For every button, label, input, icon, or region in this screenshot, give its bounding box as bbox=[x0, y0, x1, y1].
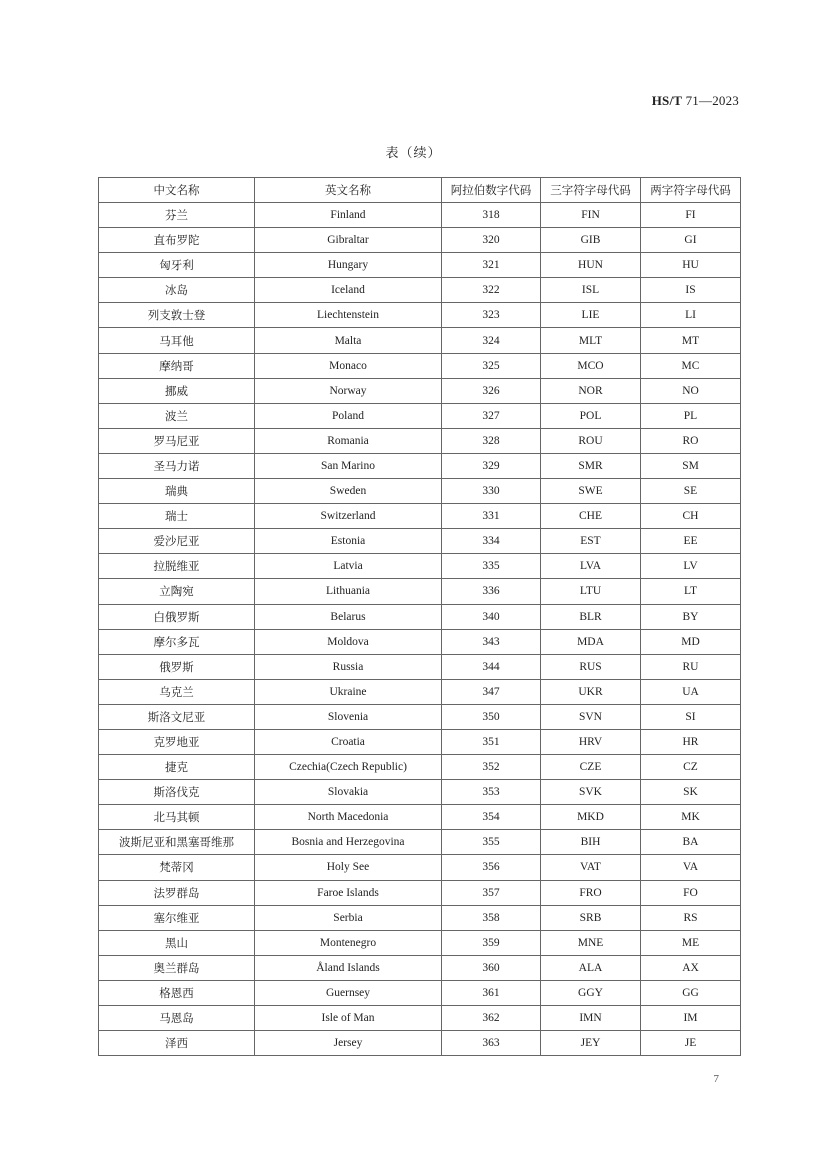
numeric-code-cell: 358 bbox=[442, 905, 541, 930]
english-name-cell: Gibraltar bbox=[255, 228, 442, 253]
table-row bbox=[99, 253, 741, 278]
english-name-cell: Serbia bbox=[255, 905, 442, 930]
numeric-code-cell: 326 bbox=[442, 378, 541, 403]
alpha3-code-cell: FIN bbox=[541, 203, 641, 228]
alpha3-code-cell: MNE bbox=[541, 930, 641, 955]
numeric-code-cell: 360 bbox=[442, 955, 541, 980]
chinese-name-cell: 乌克兰 bbox=[99, 679, 255, 704]
chinese-name-cell: 斯洛文尼亚 bbox=[99, 704, 255, 729]
numeric-code-cell: 353 bbox=[442, 780, 541, 805]
table-title: 表（续） bbox=[385, 146, 442, 161]
alpha3-code-cell: MLT bbox=[541, 328, 641, 353]
numeric-code-cell: 318 bbox=[442, 203, 541, 228]
table-row bbox=[99, 403, 741, 428]
table-row bbox=[99, 303, 741, 328]
column-header-alpha3-code: 三字符字母代码 bbox=[541, 178, 641, 203]
numeric-code-cell: 321 bbox=[442, 253, 541, 278]
numeric-code-cell: 352 bbox=[442, 755, 541, 780]
english-name-cell: Lithuania bbox=[255, 579, 442, 604]
alpha2-code-cell: IS bbox=[641, 278, 741, 303]
table-row bbox=[99, 1031, 741, 1056]
table-row bbox=[99, 479, 741, 504]
table-row bbox=[99, 378, 741, 403]
table-row bbox=[99, 554, 741, 579]
numeric-code-cell: 320 bbox=[442, 228, 541, 253]
chinese-name-cell: 圣马力诺 bbox=[99, 453, 255, 478]
numeric-code-cell: 340 bbox=[442, 604, 541, 629]
alpha3-code-cell: SRB bbox=[541, 905, 641, 930]
alpha3-code-cell: SMR bbox=[541, 453, 641, 478]
english-name-cell: Åland Islands bbox=[255, 955, 442, 980]
table-row bbox=[99, 880, 741, 905]
alpha2-code-cell: SE bbox=[641, 479, 741, 504]
chinese-name-cell: 梵蒂冈 bbox=[99, 855, 255, 880]
table-row bbox=[99, 679, 741, 704]
chinese-name-cell: 格恩西 bbox=[99, 980, 255, 1005]
english-name-cell: Holy See bbox=[255, 855, 442, 880]
english-name-cell: Hungary bbox=[255, 253, 442, 278]
table-body bbox=[99, 203, 741, 1056]
numeric-code-cell: 327 bbox=[442, 403, 541, 428]
numeric-code-cell: 323 bbox=[442, 303, 541, 328]
chinese-name-cell: 俄罗斯 bbox=[99, 654, 255, 679]
english-name-cell: Finland bbox=[255, 203, 442, 228]
standard-code-suffix: 71—2023 bbox=[682, 93, 739, 108]
english-name-cell: Slovakia bbox=[255, 780, 442, 805]
english-name-cell: Bosnia and Herzegovina bbox=[255, 830, 442, 855]
table-row bbox=[99, 579, 741, 604]
chinese-name-cell: 罗马尼亚 bbox=[99, 428, 255, 453]
alpha2-code-cell: RO bbox=[641, 428, 741, 453]
english-name-cell: Latvia bbox=[255, 554, 442, 579]
chinese-name-cell: 拉脱维亚 bbox=[99, 554, 255, 579]
alpha3-code-cell: ALA bbox=[541, 955, 641, 980]
chinese-name-cell: 瑞士 bbox=[99, 504, 255, 529]
numeric-code-cell: 330 bbox=[442, 479, 541, 504]
alpha2-code-cell: HR bbox=[641, 729, 741, 754]
alpha2-code-cell: IM bbox=[641, 1006, 741, 1031]
alpha2-code-cell: NO bbox=[641, 378, 741, 403]
alpha2-code-cell: SM bbox=[641, 453, 741, 478]
table-row bbox=[99, 529, 741, 554]
table-row bbox=[99, 855, 741, 880]
alpha2-code-cell: PL bbox=[641, 403, 741, 428]
table-row bbox=[99, 504, 741, 529]
alpha2-code-cell: AX bbox=[641, 955, 741, 980]
chinese-name-cell: 奥兰群岛 bbox=[99, 955, 255, 980]
table-row bbox=[99, 830, 741, 855]
table-row bbox=[99, 780, 741, 805]
numeric-code-cell: 350 bbox=[442, 704, 541, 729]
english-name-cell: Slovenia bbox=[255, 704, 442, 729]
chinese-name-cell: 波兰 bbox=[99, 403, 255, 428]
english-name-cell: Monaco bbox=[255, 353, 442, 378]
chinese-name-cell: 斯洛伐克 bbox=[99, 780, 255, 805]
english-name-cell: Faroe Islands bbox=[255, 880, 442, 905]
chinese-name-cell: 白俄罗斯 bbox=[99, 604, 255, 629]
numeric-code-cell: 361 bbox=[442, 980, 541, 1005]
alpha3-code-cell: LIE bbox=[541, 303, 641, 328]
alpha2-code-cell: UA bbox=[641, 679, 741, 704]
alpha2-code-cell: FO bbox=[641, 880, 741, 905]
table-row bbox=[99, 328, 741, 353]
numeric-code-cell: 329 bbox=[442, 453, 541, 478]
chinese-name-cell: 挪威 bbox=[99, 378, 255, 403]
alpha2-code-cell: CH bbox=[641, 504, 741, 529]
alpha3-code-cell: SVK bbox=[541, 780, 641, 805]
table-row bbox=[99, 930, 741, 955]
alpha3-code-cell: MKD bbox=[541, 805, 641, 830]
alpha2-code-cell: LI bbox=[641, 303, 741, 328]
alpha3-code-cell: HRV bbox=[541, 729, 641, 754]
alpha2-code-cell: FI bbox=[641, 203, 741, 228]
alpha3-code-cell: NOR bbox=[541, 378, 641, 403]
alpha2-code-cell: GG bbox=[641, 980, 741, 1005]
numeric-code-cell: 322 bbox=[442, 278, 541, 303]
numeric-code-cell: 354 bbox=[442, 805, 541, 830]
country-code-table bbox=[98, 177, 741, 1056]
chinese-name-cell: 匈牙利 bbox=[99, 253, 255, 278]
chinese-name-cell: 摩尔多瓦 bbox=[99, 629, 255, 654]
chinese-name-cell: 泽西 bbox=[99, 1031, 255, 1056]
numeric-code-cell: 359 bbox=[442, 930, 541, 955]
alpha3-code-cell: SVN bbox=[541, 704, 641, 729]
alpha2-code-cell: GI bbox=[641, 228, 741, 253]
english-name-cell: San Marino bbox=[255, 453, 442, 478]
english-name-cell: Montenegro bbox=[255, 930, 442, 955]
alpha2-code-cell: VA bbox=[641, 855, 741, 880]
table-row bbox=[99, 278, 741, 303]
english-name-cell: Moldova bbox=[255, 629, 442, 654]
numeric-code-cell: 347 bbox=[442, 679, 541, 704]
english-name-cell: Norway bbox=[255, 378, 442, 403]
alpha2-code-cell: LV bbox=[641, 554, 741, 579]
alpha3-code-cell: ISL bbox=[541, 278, 641, 303]
alpha2-code-cell: ME bbox=[641, 930, 741, 955]
standard-code-prefix: HS/T bbox=[651, 93, 683, 108]
alpha2-code-cell: MC bbox=[641, 353, 741, 378]
alpha2-code-cell: SI bbox=[641, 704, 741, 729]
english-name-cell: Isle of Man bbox=[255, 1006, 442, 1031]
chinese-name-cell: 马恩岛 bbox=[99, 1006, 255, 1031]
alpha3-code-cell: MCO bbox=[541, 353, 641, 378]
alpha2-code-cell: BY bbox=[641, 604, 741, 629]
table-row bbox=[99, 905, 741, 930]
numeric-code-cell: 343 bbox=[442, 629, 541, 654]
alpha3-code-cell: BIH bbox=[541, 830, 641, 855]
chinese-name-cell: 马耳他 bbox=[99, 328, 255, 353]
alpha2-code-cell: RS bbox=[641, 905, 741, 930]
alpha3-code-cell: GIB bbox=[541, 228, 641, 253]
alpha2-code-cell: EE bbox=[641, 529, 741, 554]
alpha3-code-cell: LVA bbox=[541, 554, 641, 579]
chinese-name-cell: 摩纳哥 bbox=[99, 353, 255, 378]
alpha3-code-cell: MDA bbox=[541, 629, 641, 654]
table-row bbox=[99, 955, 741, 980]
numeric-code-cell: 325 bbox=[442, 353, 541, 378]
table-row bbox=[99, 453, 741, 478]
table-row bbox=[99, 704, 741, 729]
table-row bbox=[99, 755, 741, 780]
numeric-code-cell: 334 bbox=[442, 529, 541, 554]
column-header-numeric-code: 阿拉伯数字代码 bbox=[442, 178, 541, 203]
column-header-chinese-name: 中文名称 bbox=[99, 178, 255, 203]
alpha3-code-cell: IMN bbox=[541, 1006, 641, 1031]
alpha2-code-cell: MD bbox=[641, 629, 741, 654]
alpha3-code-cell: VAT bbox=[541, 855, 641, 880]
alpha3-code-cell: EST bbox=[541, 529, 641, 554]
page-number: 7 bbox=[713, 1073, 719, 1085]
standard-code bbox=[652, 93, 739, 109]
english-name-cell: Malta bbox=[255, 328, 442, 353]
chinese-name-cell: 塞尔维亚 bbox=[99, 905, 255, 930]
chinese-name-cell: 捷克 bbox=[99, 755, 255, 780]
english-name-cell: Liechtenstein bbox=[255, 303, 442, 328]
table-header-row bbox=[99, 178, 741, 203]
numeric-code-cell: 351 bbox=[442, 729, 541, 754]
chinese-name-cell: 冰岛 bbox=[99, 278, 255, 303]
english-name-cell: North Macedonia bbox=[255, 805, 442, 830]
numeric-code-cell: 335 bbox=[442, 554, 541, 579]
english-name-cell: Estonia bbox=[255, 529, 442, 554]
alpha3-code-cell: RUS bbox=[541, 654, 641, 679]
chinese-name-cell: 克罗地亚 bbox=[99, 729, 255, 754]
english-name-cell: Jersey bbox=[255, 1031, 442, 1056]
alpha2-code-cell: LT bbox=[641, 579, 741, 604]
chinese-name-cell: 芬兰 bbox=[99, 203, 255, 228]
chinese-name-cell: 瑞典 bbox=[99, 479, 255, 504]
table-row bbox=[99, 604, 741, 629]
chinese-name-cell: 黑山 bbox=[99, 930, 255, 955]
numeric-code-cell: 324 bbox=[442, 328, 541, 353]
table-row bbox=[99, 428, 741, 453]
english-name-cell: Switzerland bbox=[255, 504, 442, 529]
alpha3-code-cell: POL bbox=[541, 403, 641, 428]
numeric-code-cell: 356 bbox=[442, 855, 541, 880]
column-header-alpha2-code: 两字符字母代码 bbox=[641, 178, 741, 203]
numeric-code-cell: 331 bbox=[442, 504, 541, 529]
chinese-name-cell: 爱沙尼亚 bbox=[99, 529, 255, 554]
alpha3-code-cell: GGY bbox=[541, 980, 641, 1005]
alpha3-code-cell: UKR bbox=[541, 679, 641, 704]
english-name-cell: Belarus bbox=[255, 604, 442, 629]
table-row bbox=[99, 729, 741, 754]
numeric-code-cell: 355 bbox=[442, 830, 541, 855]
chinese-name-cell: 波斯尼亚和黑塞哥维那 bbox=[99, 830, 255, 855]
english-name-cell: Poland bbox=[255, 403, 442, 428]
english-name-cell: Ukraine bbox=[255, 679, 442, 704]
alpha3-code-cell: CHE bbox=[541, 504, 641, 529]
chinese-name-cell: 列支敦士登 bbox=[99, 303, 255, 328]
table-row bbox=[99, 203, 741, 228]
english-name-cell: Croatia bbox=[255, 729, 442, 754]
alpha3-code-cell: FRO bbox=[541, 880, 641, 905]
table-row bbox=[99, 1006, 741, 1031]
chinese-name-cell: 北马其顿 bbox=[99, 805, 255, 830]
english-name-cell: Iceland bbox=[255, 278, 442, 303]
chinese-name-cell: 直布罗陀 bbox=[99, 228, 255, 253]
english-name-cell: Romania bbox=[255, 428, 442, 453]
numeric-code-cell: 357 bbox=[442, 880, 541, 905]
english-name-cell: Russia bbox=[255, 654, 442, 679]
alpha3-code-cell: JEY bbox=[541, 1031, 641, 1056]
alpha3-code-cell: BLR bbox=[541, 604, 641, 629]
table-row bbox=[99, 980, 741, 1005]
table-row bbox=[99, 805, 741, 830]
numeric-code-cell: 344 bbox=[442, 654, 541, 679]
numeric-code-cell: 362 bbox=[442, 1006, 541, 1031]
alpha3-code-cell: CZE bbox=[541, 755, 641, 780]
chinese-name-cell: 立陶宛 bbox=[99, 579, 255, 604]
numeric-code-cell: 328 bbox=[442, 428, 541, 453]
english-name-cell: Guernsey bbox=[255, 980, 442, 1005]
column-header-english-name: 英文名称 bbox=[255, 178, 442, 203]
table-row bbox=[99, 629, 741, 654]
table-row bbox=[99, 654, 741, 679]
alpha3-code-cell: HUN bbox=[541, 253, 641, 278]
chinese-name-cell: 法罗群岛 bbox=[99, 880, 255, 905]
table-row bbox=[99, 353, 741, 378]
alpha2-code-cell: RU bbox=[641, 654, 741, 679]
alpha3-code-cell: SWE bbox=[541, 479, 641, 504]
alpha2-code-cell: CZ bbox=[641, 755, 741, 780]
alpha2-code-cell: JE bbox=[641, 1031, 741, 1056]
alpha3-code-cell: LTU bbox=[541, 579, 641, 604]
alpha2-code-cell: SK bbox=[641, 780, 741, 805]
alpha3-code-cell: ROU bbox=[541, 428, 641, 453]
english-name-cell: Sweden bbox=[255, 479, 442, 504]
table-row bbox=[99, 228, 741, 253]
alpha2-code-cell: BA bbox=[641, 830, 741, 855]
numeric-code-cell: 336 bbox=[442, 579, 541, 604]
alpha2-code-cell: HU bbox=[641, 253, 741, 278]
alpha2-code-cell: MK bbox=[641, 805, 741, 830]
alpha2-code-cell: MT bbox=[641, 328, 741, 353]
numeric-code-cell: 363 bbox=[442, 1031, 541, 1056]
english-name-cell: Czechia(Czech Republic) bbox=[255, 755, 442, 780]
